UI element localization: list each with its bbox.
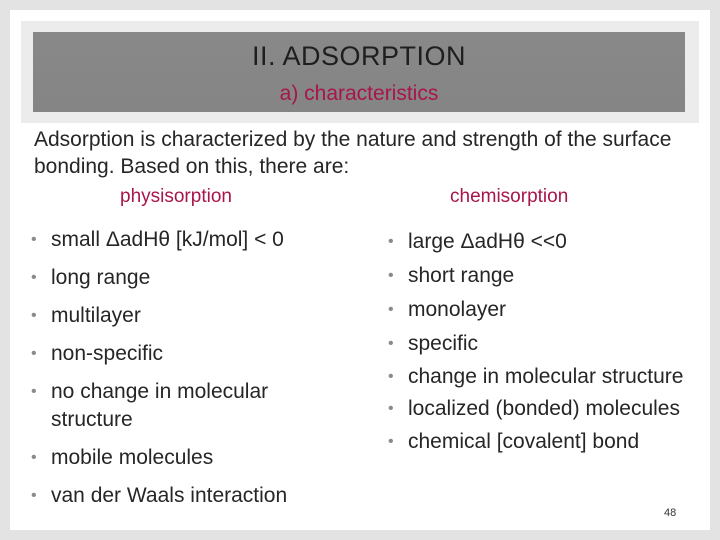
slide-title: II. ADSORPTION — [251, 41, 467, 71]
list-item-text: monolayer — [408, 298, 507, 321]
list-item-text: van der Waals interaction — [51, 484, 288, 507]
list-item — [388, 294, 698, 325]
list-item — [31, 264, 341, 292]
bullet-dot-icon: • — [388, 368, 394, 385]
bullet-dot-icon: • — [388, 335, 394, 352]
bullet-dot-icon: • — [31, 345, 37, 362]
physisorption-list — [31, 226, 341, 520]
list-item-text: multilayer — [51, 304, 141, 327]
bullet-dot-icon: • — [388, 301, 394, 318]
list-item — [388, 362, 698, 391]
intro-text: Adsorption is characterized by the nature and strength of the surface bonding. Based on this, there are: — [34, 128, 672, 178]
chemisorption-list — [388, 226, 698, 460]
bullet-dot-icon: • — [31, 383, 37, 400]
bullet-dot-icon: • — [31, 487, 37, 504]
bullet-dot-icon: • — [388, 433, 394, 450]
list-item — [388, 394, 698, 423]
list-item-text: small ΔadHθ [kJ/mol] < 0 — [51, 228, 284, 251]
list-item — [388, 226, 698, 257]
title-box — [33, 32, 685, 112]
list-item-text: change in molecular structure — [408, 365, 684, 388]
list-item — [31, 378, 341, 434]
list-item — [31, 226, 341, 254]
bullet-dot-icon: • — [31, 269, 37, 286]
bullet-dot-icon: • — [31, 449, 37, 466]
list-item-text: localized (bonded) molecules — [408, 397, 680, 420]
list-item-text: no change in molecular structure — [51, 380, 269, 431]
page-number: 48 — [664, 507, 677, 519]
bullet-dot-icon: • — [388, 267, 394, 284]
bullet-dot-icon: • — [31, 307, 37, 324]
list-item — [31, 444, 341, 472]
list-item-text: specific — [408, 332, 479, 355]
chemisorption-heading: chemisorption — [450, 186, 569, 207]
bullet-dot-icon: • — [388, 233, 394, 250]
list-item-text: short range — [408, 264, 515, 287]
list-item — [31, 340, 341, 368]
list-item-text: large ΔadHθ <<0 — [408, 230, 567, 253]
bullet-dot-icon: • — [388, 400, 394, 417]
list-item — [388, 328, 698, 359]
list-item — [388, 260, 698, 291]
list-item — [388, 426, 698, 457]
list-item-text: non-specific — [51, 342, 164, 365]
physisorption-heading: physisorption — [120, 186, 232, 207]
list-item-text: long range — [51, 266, 151, 289]
list-item-text: chemical [covalent] bond — [408, 430, 640, 453]
slide-subtitle: a) characteristics — [279, 82, 439, 105]
list-item — [31, 302, 341, 330]
bullet-dot-icon: • — [31, 231, 37, 248]
list-item-text: mobile molecules — [51, 446, 214, 469]
list-item — [31, 482, 341, 510]
